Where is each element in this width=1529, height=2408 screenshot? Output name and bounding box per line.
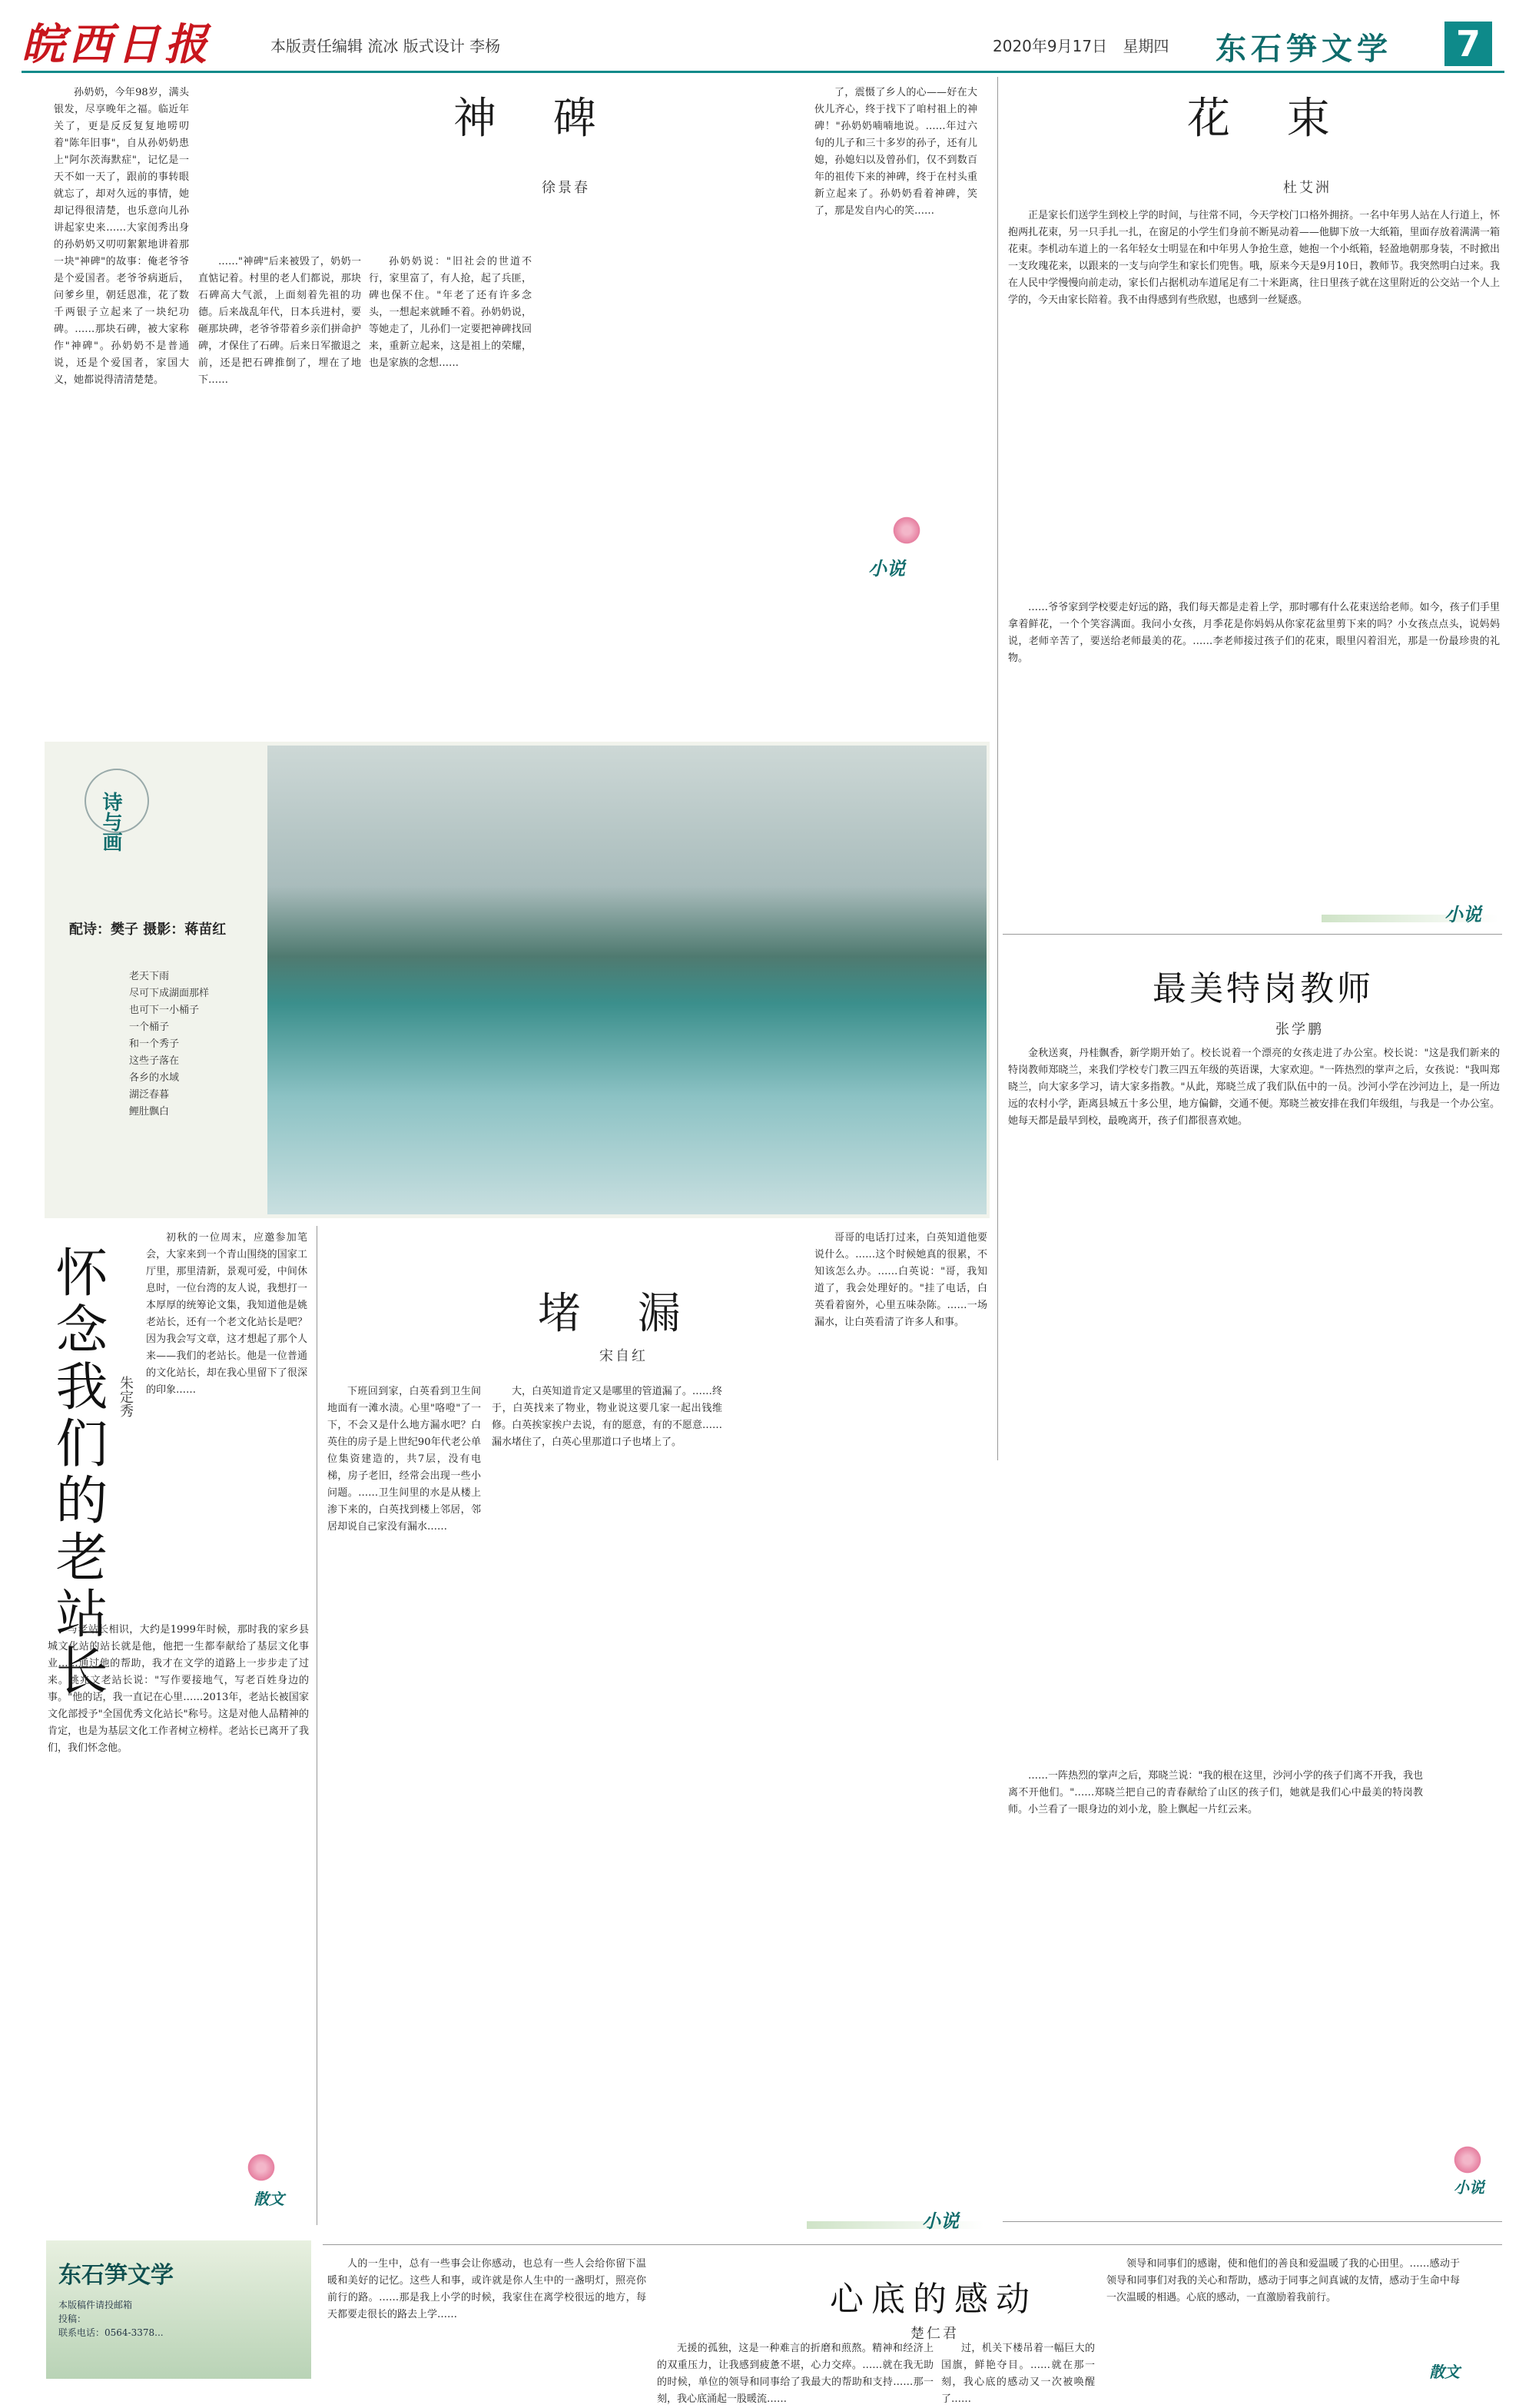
leak-col-2 <box>492 1383 722 2214</box>
bouquet-author: 杜艾洲 <box>1283 180 1332 196</box>
feel-text-3: 过，机关下楼吊着一幅巨大的国旗，鲜艳夺目。……就在那一刻，我心底的感动又一次被唤醒了…… <box>941 2343 1095 2405</box>
poem-line: 各乡的水域 <box>129 1072 180 1084</box>
flower-icon <box>246 2152 277 2183</box>
footer-line: 投稿： <box>58 2313 87 2324</box>
leak-col-1 <box>327 1383 481 2214</box>
section-rule <box>323 2244 1502 2245</box>
teacher-author: 张学鹏 <box>1275 1021 1324 1038</box>
stele-col-3 <box>369 254 532 730</box>
feel-genre-tag: 散文 <box>1429 2363 1460 2381</box>
poem-line: 鲤肚飘白 <box>129 1106 170 1118</box>
leak-col-3 <box>814 1230 987 2214</box>
leak-author: 宋自红 <box>599 1348 648 1364</box>
header-rule <box>22 71 1504 73</box>
stele-text-3: 孙奶奶说："旧社会的世道不行，家里富了，有人抢，起了兵匪，碑也保不住。"年老了还有许多念头，一想起来就睡不着。孙奶奶说，等她走了，儿孙们一定要把神碑找回来，重新立起来，这是祖上的荣耀，也是家族的念想…… <box>369 256 532 369</box>
bouquet-text-2: ……爷爷家到学校要走好远的路，我们每天都是走着上学，那时哪有什么花束送给老师。如今，孩子们手里拿着鲜花，一个个笑容满面。我问小女孩，月季花是你妈妈从你家花盆里剪下来的吗？小女孩点点头，说妈妈说，老师辛苦了，要送给老师最美的花。……李老师接过孩子们的花束，眼里闪着泪光，那是一份最珍贵的礼物。 <box>1008 602 1500 664</box>
stele-genre-tag: 小说 <box>868 557 905 580</box>
feel-text-2: 无援的孤独，这是一种难言的折磨和煎熬。精神和经济上的双重压力，让我感到疲惫不堪，心力交瘁。……就在我无助的时候，单位的领导和同事给了我最大的帮助和支持……那一刻，我心底涌起一股暖流…… <box>657 2343 934 2405</box>
footer-box-title: 东石笋文学 <box>58 2262 174 2289</box>
teacher-text-2: ……一阵热烈的掌声之后，郑晓兰说："我的根在这里，沙河小学的孩子们离不开我，我也离不开他们。"……郑晓兰把自己的青春献给了山区的孩子们，她就是我们心中最美的特岗教师。小兰看了一眼身边的刘小龙，脸上飘起一片红云来。 <box>1008 1770 1423 1815</box>
bouquet-title: 花 束 <box>1187 94 1352 144</box>
stele-col-1 <box>54 85 189 730</box>
stele-text-4: 了，震慑了乡人的心——好在大伙儿齐心，终于找下了咱村祖上的神碑！"孙奶奶喃喃地说。……年过六旬的儿子和三十多岁的孙子，还有儿媳，孙媳妇以及曾孙们，仅不到数百年的祖传下来的神碑，终于在村头重新立起来了。孙奶奶看着神碑，笑了，那是发自内心的笑…… <box>814 87 977 217</box>
poem-line: 这些子落在 <box>129 1055 180 1067</box>
feel-title: 心底的感动 <box>830 2280 1037 2319</box>
feel-text-1: 人的一生中，总有一些事会让你感动，也总有一些人会给你留下温暖和美好的记忆。这些人和事，或许就是你人生中的一盏明灯，照亮你前行的路。……那是我上小学的时候，我家住在离学校很远的地方，每天都要走很长的路去上学…… <box>327 2258 646 2320</box>
stele-text-1: 孙奶奶，今年98岁，满头银发，尽享晚年之福。临近年关了，更是反反复复地唠叨着"陈年旧事"，自从孙奶奶患上"阿尔茨海默症"，记忆是一天不如一天了，跟前的事转眼就忘了，却对久远的事情，她却记得很清楚，也乐意向儿孙讲起家史来……大家闺秀出身的孙奶奶又叨叨絮絮地讲着那一块"神碑"的故事：俺老爷爷是个爱国者。老爷爷病逝后，问爹乡里，朝廷恩准，花了数千两银子立起来了一块纪功碑。……那块石碑，被大家称作"神碑"。孙奶奶不是普通说，还是个爱国者，家国大义，她都说得清清楚楚。 <box>54 87 189 386</box>
flower-icon <box>891 515 922 546</box>
stele-author: 徐景春 <box>542 180 590 196</box>
weekday: 星期四 <box>1123 37 1169 55</box>
station-text-1: 初秋的一位周末，应邀参加笔会，大家来到一个青山围绕的国家工厅里，那里清新，景观可爱，中间休息时，一位台湾的友人说，我想打一本厚厚的统筹论文集，我知道他是姚老站长，还有一个老文化站长是吧？因为我会写文章，这才想起了那个人来——我们的老站长。他是一位普通的文化站长，却在我心里留下了很深的印象…… <box>146 1232 307 1396</box>
teacher-col-2 <box>1008 1768 1423 2214</box>
station-title: 怀念我们的老站长 <box>47 1245 108 1700</box>
issue-date <box>993 34 1179 56</box>
station-col-2 <box>48 1622 309 2152</box>
poem-line: 一个桶子 <box>129 1021 170 1033</box>
poem-line: 尽可下成湖面那样 <box>129 988 210 999</box>
stele-col-3b <box>538 85 692 238</box>
feel-text-4: 领导和同事们的感谢，使和他们的善良和爱温暖了我的心田里。……感动于领导和同事们对我的关心和帮助，感动于同事之间真诚的友情，感动于生命中每一次温暖的相遇。心底的感动，一直激励着我前行。 <box>1106 2258 1460 2303</box>
section-title: 东石笋文学 <box>1216 32 1392 67</box>
stele-col-2 <box>198 254 361 730</box>
bouquet-col-2 <box>1008 600 1500 922</box>
poem-line: 湖泛春暮 <box>129 1089 170 1101</box>
teacher-col-1 <box>1008 1045 1500 1768</box>
page-number: 7 <box>1444 22 1492 66</box>
poem-line: 老天下雨 <box>129 971 170 982</box>
flower-icon <box>1452 2144 1483 2175</box>
leak-title: 堵 漏 <box>538 1289 702 1339</box>
station-author: 朱定秀 <box>118 1376 134 1417</box>
bouquet-col-1 <box>1008 208 1500 592</box>
feel-author: 楚仁君 <box>910 2326 959 2342</box>
column-divider <box>997 77 998 1460</box>
footer-box-lines <box>58 2298 164 2340</box>
station-text-2: 与老站长相识，大约是1999年时候，那时我的家乡县城文化站的站长就是他，他把一生都奉献给了基层文化事业……通过他的帮助，我才在文学的道路上一步步走了过来。姚兆文老站长说："写作要接地气，写老百姓身边的事。"他的话，我一直记在心里……2013年，老站长被国家文化部授予"全国优秀文化站长"称号。这是对他人品精神的肯定，也是为基层文化工作者树立榜样。老站长已离开了我们，我们怀念他。 <box>48 1624 309 1754</box>
poem-line: 也可下一小桶子 <box>129 1005 200 1016</box>
footer-line: 本版稿件请投邮箱 <box>58 2300 133 2310</box>
stele-text-2: ……"神碑"后来被毁了，奶奶一直惦记着。村里的老人们都说，那块石碑高大气派，上面刻着先祖的功德。后来战乱年代，日本兵进村，要砸那块碑，老爷爷带着乡亲们拼命护碑，才保住了石碑。后来日军撤退之前，还是把石碑推倒了，埋在了地下…… <box>198 256 361 386</box>
bouquet-genre-tag: 小说 <box>1444 903 1481 925</box>
station-col-1 <box>146 1230 307 1614</box>
poem-lines <box>129 968 209 1121</box>
teacher-genre-tag: 小说 <box>1454 2178 1484 2197</box>
poem-line: 和一个秀子 <box>129 1038 180 1050</box>
station-genre-tag: 散文 <box>254 2190 284 2208</box>
poem-badge: 诗与画 <box>99 792 122 852</box>
poem-credit: 配诗：樊子 摄影：蒋苗红 <box>69 922 227 938</box>
feel-col-2 <box>657 2340 934 2405</box>
leak-genre-tag: 小说 <box>922 2210 959 2232</box>
editor-credits: 本版责任编辑 流冰 版式设计 李杨 <box>270 37 501 55</box>
feel-col-3 <box>941 2340 1095 2405</box>
bouquet-text-1: 正是家长们送学生到校上学的时间，与往常不同，今天学校门口格外拥挤。一名中年男人站在人行道上，怀抱两扎花束，另一只手扎一扎，在窗足的小学生们身前不断晃动着——他脚下放一大纸箱，里面存放着满满一箱花束。李机动车道上的一名年轻女士明显在和中年男人争抢生意，她抱一个小纸箱，轻盈地朝那身装，不时掀出一支玫瑰花来，以跟来的一支与向学生和家长们兜售。哦，原来今天是9月10日，教师节。我突然明白过来。我在人民中学慢慢向前走动，家长们占据机动车道尾足有二十米距离，往日里孩子就在这里附近的公交站一个人上学的，今天由家长陪着。我不由得感到有些欣慰，也感到一丝疑惑。 <box>1008 210 1500 306</box>
section-rule <box>1003 934 1502 935</box>
newspaper-logo: 皖西日报 <box>22 19 212 70</box>
landscape-photo <box>267 746 987 1214</box>
date: 2020年9月17日 <box>993 37 1108 55</box>
section-rule <box>1003 2221 1502 2222</box>
feel-col-1 <box>327 2256 646 2379</box>
feel-col-4 <box>1106 2256 1460 2371</box>
stele-col-4 <box>814 85 977 730</box>
stele-title: 神 碑 <box>453 94 618 144</box>
leak-text-3: 哥哥的电话打过来，白英知道他要说什么。……这个时候她真的很累，不知该怎么办。……白英说："哥，我知道了，我会处理好的。"挂了电话，白英看着窗外，心里五味杂陈。……一场漏水，让白英看清了许多人和事。 <box>814 1232 987 1328</box>
leak-text-2: 大，白英知道肯定又是哪里的管道漏了。……终于，白英找来了物业，物业说这要几家一起出钱维修。白英挨家挨户去说，有的愿意，有的不愿意……漏水堵住了，白英心里那道口子也堵上了。 <box>492 1386 722 1448</box>
leak-text-1: 下班回到家，白英看到卫生间地面有一滩水渍。心里"咯噔"了一下，不会又是什么地方漏水吧？白英住的房子是上世纪90年代老公单位集资建造的，共7层，没有电梯，房子老旧，经常会出现一些小问题。……卫生间里的水是从楼上渗下来的，白英找到楼上邻居，邻居却说自己家没有漏水…… <box>327 1386 481 1533</box>
footer-line: 联系电话：0564-3378... <box>58 2327 164 2338</box>
teacher-title: 最美特岗教师 <box>1153 969 1374 1008</box>
teacher-text-1: 金秋送爽，丹桂飘香，新学期开始了。校长说着一个漂亮的女孩走进了办公室。校长说："这是我们新来的特岗教师郑晓兰，来我们学校专门教三四五年级的英语课，大家欢迎。"一阵热烈的掌声之后，女孩说："我叫郑晓兰，向大家多学习，请大家多指教。"从此，郑晓兰成了我们队伍中的一员。沙河小学在沙河边上，是一所边远的农村小学，距离县城五十多公里，地方偏僻，交通不便。郑晓兰被安排在我们年级组，与我是一个办公室。她每天都是最早到校，最晚离开，孩子们都很喜欢她。 <box>1008 1048 1500 1127</box>
